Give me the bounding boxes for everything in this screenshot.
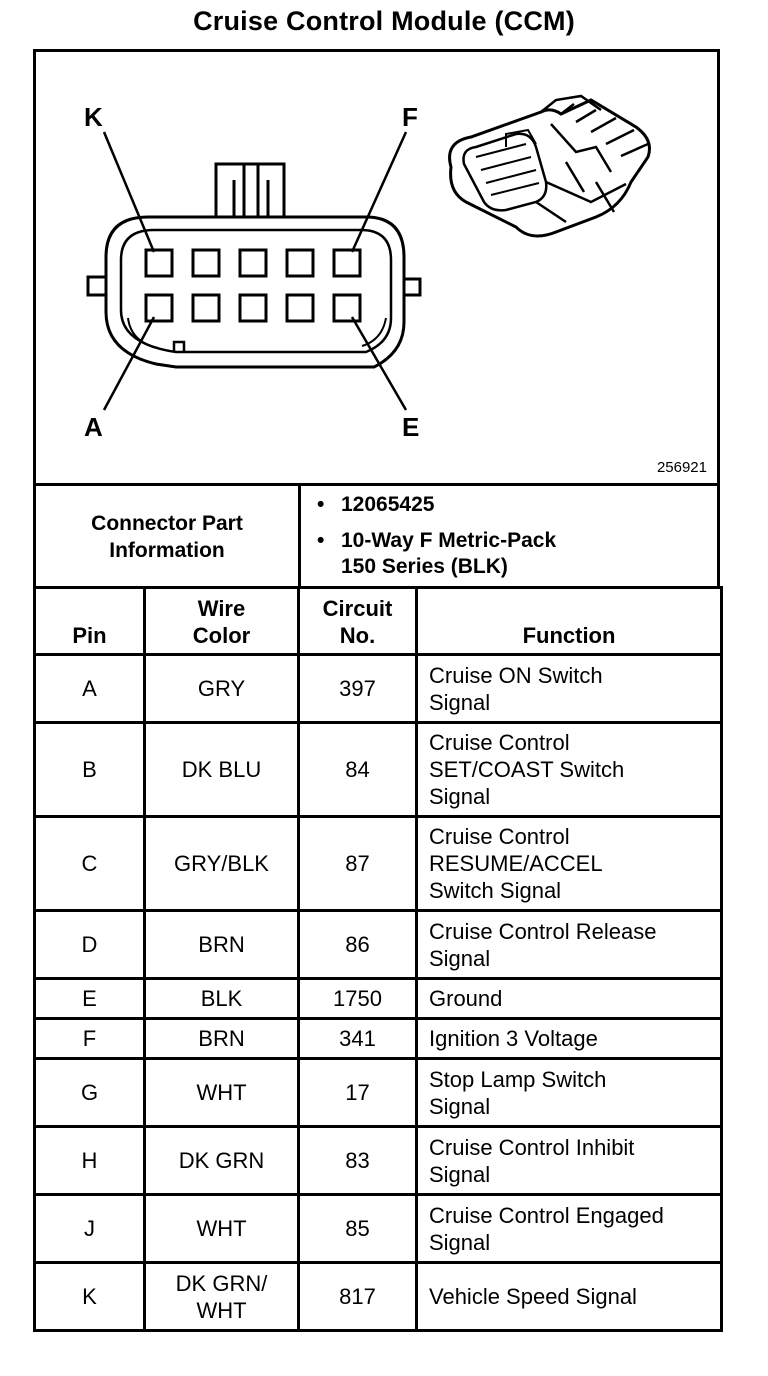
- connector-description-line2: 150 Series (BLK): [341, 555, 508, 578]
- function-line: Signal: [429, 1161, 491, 1187]
- wire-color-line: BRN: [198, 1026, 245, 1051]
- wire-color-line: DK GRN/: [175, 1270, 268, 1296]
- header-circuit-line1: Circuit: [322, 596, 393, 621]
- pin-cell: A: [35, 655, 145, 723]
- wire-color-line: WHT: [196, 1297, 247, 1323]
- wire-color-line: GRY: [197, 676, 246, 701]
- wire-color-cell: [145, 1127, 299, 1195]
- wire-color-line: DK BLU: [181, 757, 262, 782]
- table-row: [35, 1195, 722, 1263]
- circuit-cell: 397: [299, 655, 417, 723]
- table-row: [35, 655, 722, 723]
- wire-color-cell: [145, 1059, 299, 1127]
- wire-color-cell: [145, 911, 299, 979]
- pin-cell: K: [35, 1263, 145, 1331]
- circuit-cell: 85: [299, 1195, 417, 1263]
- function-line: Signal: [429, 1229, 491, 1255]
- function-line: Signal: [429, 784, 491, 809]
- wire-color-line: DK GRN: [178, 1148, 265, 1173]
- pin-label-f: F: [402, 102, 418, 132]
- circuit-cell: 87: [299, 817, 417, 911]
- function-line: Cruise Control Release: [429, 918, 657, 944]
- function-cell: [417, 655, 722, 723]
- table-row: [35, 1263, 722, 1331]
- wire-color-line: GRY/BLK: [174, 851, 269, 876]
- function-cell: [417, 817, 722, 911]
- pin-cell: B: [35, 723, 145, 817]
- pin-table-header: [35, 588, 722, 655]
- header-pin: Pin: [35, 588, 145, 655]
- function-line: Cruise Control Inhibit: [429, 1134, 635, 1160]
- wire-color-cell: [145, 1263, 299, 1331]
- circuit-cell: 86: [299, 911, 417, 979]
- pin-cell: F: [35, 1019, 145, 1059]
- part-number: • 12065425: [341, 492, 717, 518]
- pin-cavities: [146, 250, 360, 321]
- wire-color-cell: [145, 979, 299, 1019]
- connector-part-information: [33, 483, 720, 588]
- connector-info-label-line2: Information: [109, 539, 225, 562]
- pin-label-a: A: [84, 412, 103, 442]
- table-row: [35, 979, 722, 1019]
- wire-color-line: BLK: [200, 986, 243, 1011]
- header-circuit-line2: No.: [339, 623, 376, 648]
- connector-description-line1: 10-Way F Metric-Pack: [341, 529, 557, 552]
- connector-diagram: [33, 49, 720, 484]
- table-row: [35, 817, 722, 911]
- function-line: Ignition 3 Voltage: [429, 1026, 598, 1051]
- function-line: Cruise Control: [429, 730, 570, 755]
- header-wire-color: [145, 588, 299, 655]
- function-line: SET/COAST Switch: [429, 757, 625, 782]
- pin-label-e: E: [402, 412, 420, 442]
- function-line: Vehicle Speed Signal: [429, 1284, 637, 1309]
- wire-color-cell: [145, 1019, 299, 1059]
- connector-info-label-line1: Connector Part: [91, 512, 243, 535]
- pin-cell: C: [35, 817, 145, 911]
- table-row: [35, 723, 722, 817]
- wire-color-cell: [145, 1195, 299, 1263]
- function-line: Signal: [429, 689, 491, 715]
- table-row: [35, 1127, 722, 1195]
- circuit-cell: 84: [299, 723, 417, 817]
- pin-label-k: K: [84, 102, 103, 132]
- function-cell: [417, 723, 722, 817]
- function-cell: [417, 911, 722, 979]
- pin-cell: D: [35, 911, 145, 979]
- function-cell: [417, 1059, 722, 1127]
- wire-color-line: WHT: [196, 1216, 247, 1241]
- function-cell: [417, 1263, 722, 1331]
- connector-description: [341, 528, 717, 580]
- wire-color-cell: [145, 655, 299, 723]
- function-cell: [417, 1019, 722, 1059]
- table-row: [35, 1019, 722, 1059]
- function-line: Cruise Control: [429, 824, 570, 849]
- function-line: RESUME/ACCEL: [429, 851, 603, 876]
- function-cell: [417, 1127, 722, 1195]
- pin-cell: E: [35, 979, 145, 1019]
- pin-cell: J: [35, 1195, 145, 1263]
- header-wire-color-line2: Color: [192, 623, 251, 648]
- circuit-cell: 17: [299, 1059, 417, 1127]
- function-line: Switch Signal: [429, 878, 562, 903]
- pin-cell: H: [35, 1127, 145, 1195]
- circuit-cell: 817: [299, 1263, 417, 1331]
- function-line: Cruise Control Engaged: [429, 1202, 664, 1228]
- pin-table: [33, 586, 723, 1332]
- function-line: Ground: [429, 986, 503, 1011]
- table-row: [35, 1059, 722, 1127]
- connector-perspective-illustration: [450, 96, 650, 236]
- connector-info-list: [301, 486, 717, 588]
- circuit-cell: 83: [299, 1127, 417, 1195]
- wire-color-cell: [145, 723, 299, 817]
- table-row: [35, 911, 722, 979]
- wire-color-line: BRN: [198, 932, 245, 957]
- function-cell: [417, 1195, 722, 1263]
- circuit-cell: 1750: [299, 979, 417, 1019]
- connector-info-label: [36, 486, 301, 588]
- header-wire-color-line1: Wire: [197, 596, 246, 621]
- pin-cell: G: [35, 1059, 145, 1127]
- circuit-cell: 341: [299, 1019, 417, 1059]
- header-circuit: [299, 588, 417, 655]
- function-line: Signal: [429, 1093, 491, 1119]
- function-cell: [417, 979, 722, 1019]
- wire-color-line: WHT: [196, 1080, 247, 1105]
- connector-face-illustration: [36, 52, 717, 484]
- page-title: Cruise Control Module (CCM): [193, 6, 575, 36]
- function-line: Signal: [429, 945, 491, 971]
- figure-reference-number: 256921: [656, 459, 707, 476]
- function-line: Cruise ON Switch: [429, 662, 603, 688]
- wire-color-cell: [145, 817, 299, 911]
- function-line: Stop Lamp Switch: [429, 1066, 607, 1092]
- header-function: Function: [417, 588, 722, 655]
